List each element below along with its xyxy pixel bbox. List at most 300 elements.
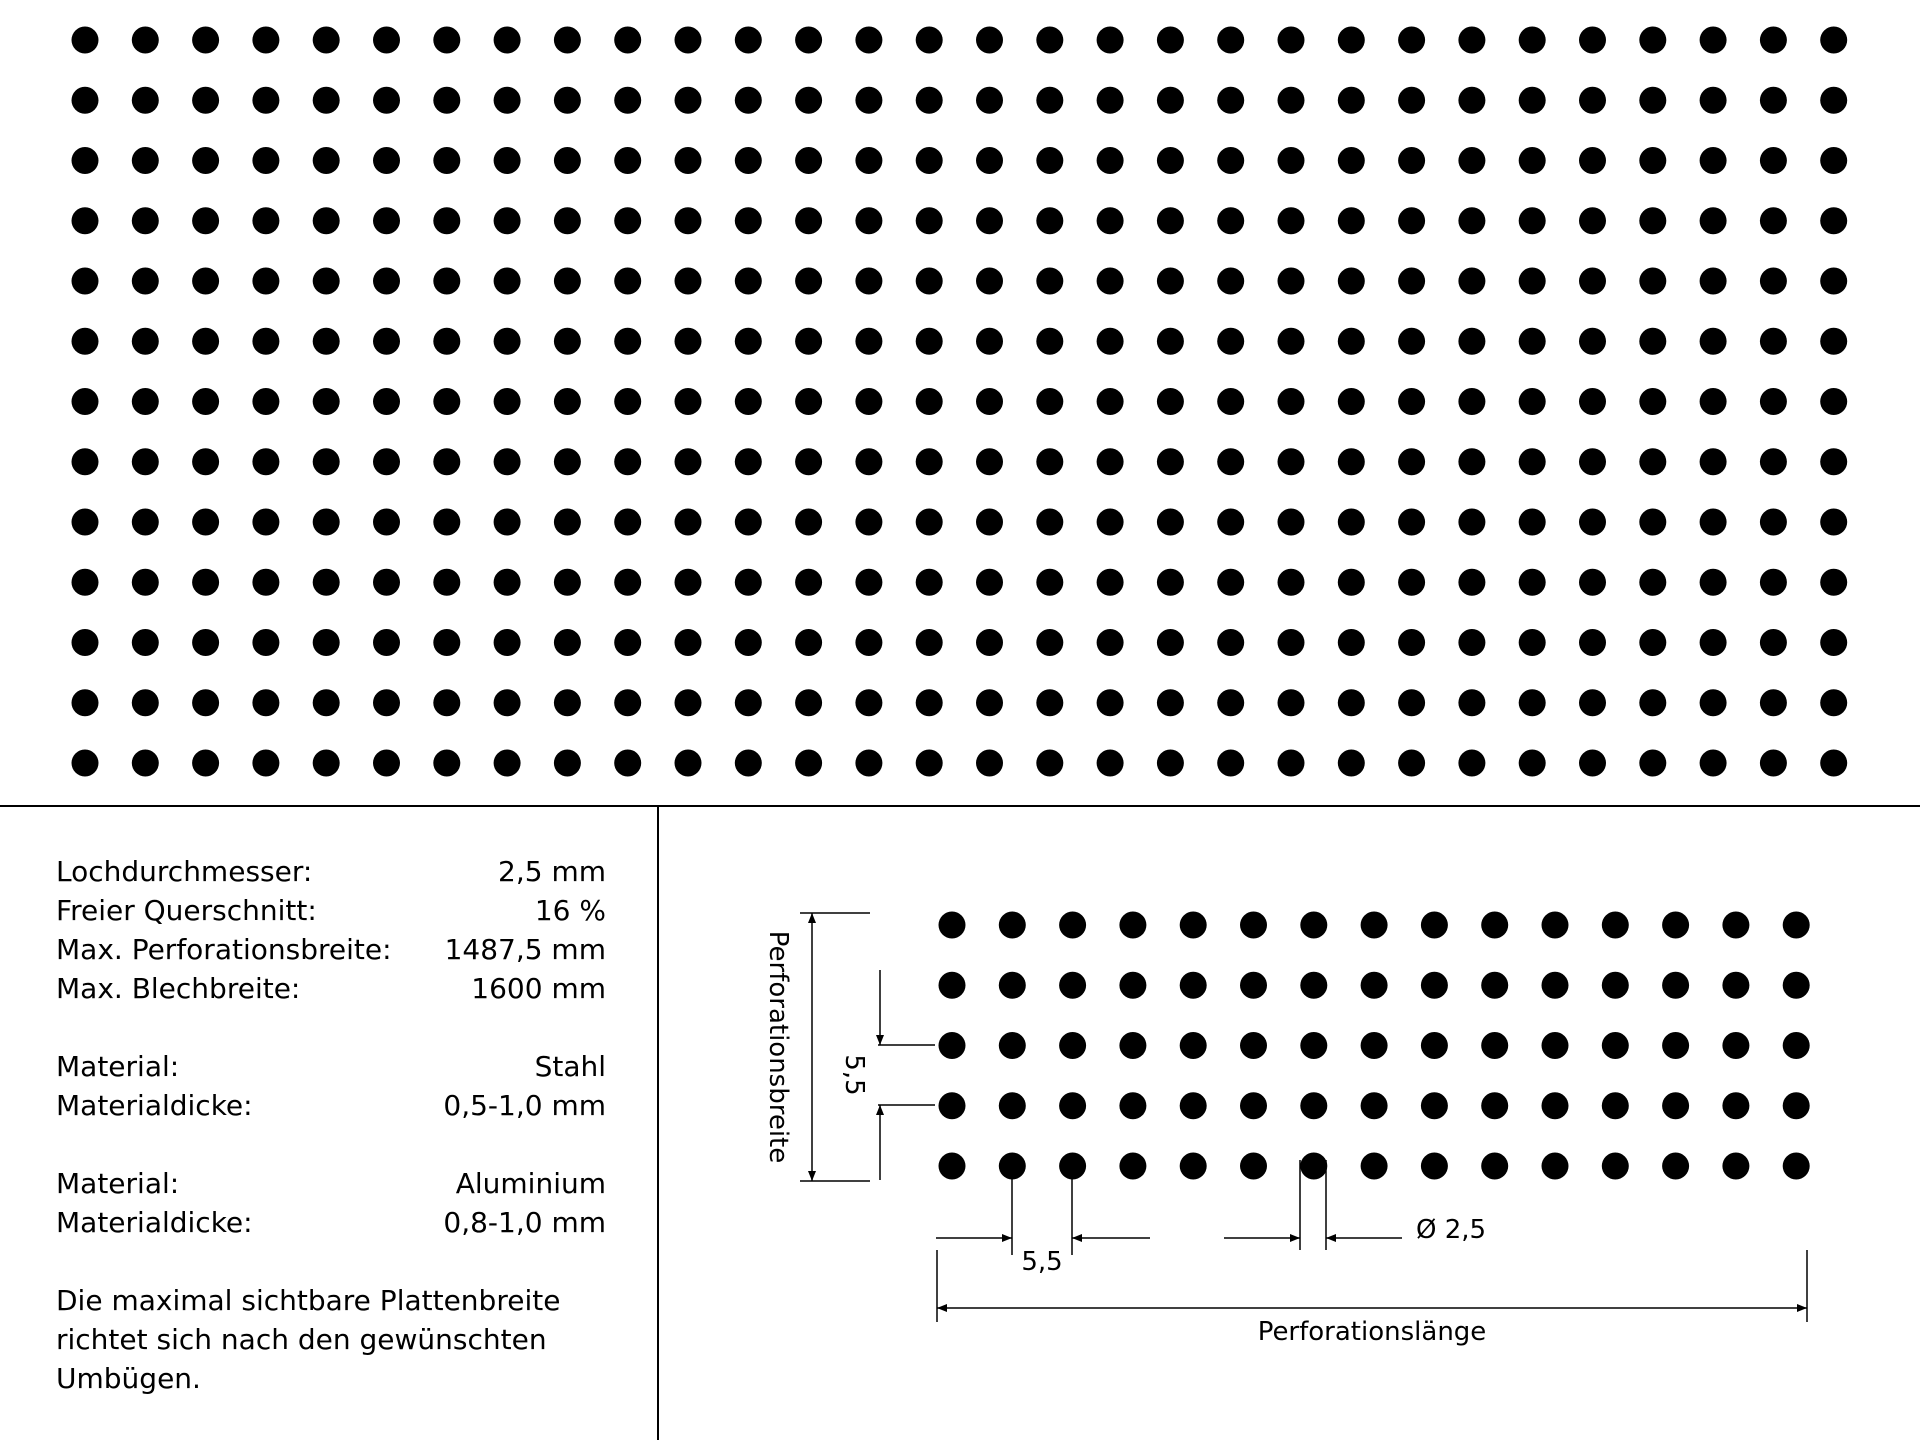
perforation-hole [72,509,99,536]
perforation-hole [1059,912,1086,939]
perforation-hole [1760,448,1787,475]
perforation-hole [494,207,521,234]
perforation-hole [1760,509,1787,536]
perforation-hole [494,328,521,355]
perforation-hole [614,448,641,475]
perforation-hole [494,448,521,475]
perforation-hole [916,629,943,656]
perforation-hole [1542,972,1569,999]
perforation-hole [1760,569,1787,596]
perforation-hole [72,87,99,114]
spec-row-steel-material [56,1047,606,1086]
perforation-hole [1398,629,1425,656]
perforation-hole [494,147,521,174]
perforation-hole [976,750,1003,777]
perforation-hole [554,268,581,295]
width-label: Perforationsbreite [763,930,793,1164]
perforation-hole [1458,87,1485,114]
perforation-hole [855,87,882,114]
perforation-hole [1700,207,1727,234]
perforation-hole [1639,569,1666,596]
perforation-hole [855,27,882,54]
perforation-hole [1278,268,1305,295]
perforation-hole [999,1092,1026,1119]
perforation-hole [1119,1092,1146,1119]
perforation-hole [1458,147,1485,174]
perforation-hole [252,689,279,716]
perforation-hole [554,87,581,114]
perforation-hole [1820,509,1847,536]
perforation-hole [1217,27,1244,54]
perforation-hole [999,912,1026,939]
perforation-hole [373,509,400,536]
perforation-hole [916,268,943,295]
perforation-hole [916,750,943,777]
perforation-hole [252,750,279,777]
perforation-hole [1036,689,1063,716]
perforation-hole [1579,147,1606,174]
spec-value: 0,8-1,0 mm [443,1206,606,1239]
spec-label: Lochdurchmesser: [56,855,313,888]
perforation-hole [1421,912,1448,939]
perforation-hole [1519,268,1546,295]
perforation-hole [1278,87,1305,114]
perforation-hole [916,87,943,114]
perforation-hole [72,448,99,475]
perforation-hole [795,87,822,114]
perforation-hole [192,328,219,355]
perforation-hole [1760,147,1787,174]
perforation-hole [614,388,641,415]
perforation-hole [313,268,340,295]
perforation-hole [1579,750,1606,777]
perforation-hole [1662,972,1689,999]
perforation-hole [1700,87,1727,114]
spec-panel [56,852,606,1398]
perforation-hole [1036,750,1063,777]
spec-value: Aluminium [455,1167,606,1200]
perforation-hole [1036,207,1063,234]
perforation-hole [1700,27,1727,54]
perforation-hole [1300,912,1327,939]
perforation-hole [1059,972,1086,999]
perforation-hole [614,147,641,174]
perforation-hole [1458,629,1485,656]
perforation-hole [1700,448,1727,475]
perforation-hole [1783,1032,1810,1059]
perforation-hole [1458,509,1485,536]
perforation-hole [433,27,460,54]
perforation-hole [1398,509,1425,536]
perforation-hole [1579,87,1606,114]
perforation-hole [1217,207,1244,234]
perforation-hole [313,388,340,415]
perforation-hole [1458,448,1485,475]
perforation-hole [1820,629,1847,656]
perforation-hole [1662,1032,1689,1059]
perforation-hole [192,388,219,415]
perforation-hole [1760,689,1787,716]
perforation-hole [72,328,99,355]
perforation-hole [1700,629,1727,656]
perforation-hole [916,328,943,355]
perforation-hole [313,509,340,536]
perforation-hole [1240,1092,1267,1119]
perforation-hole [1036,27,1063,54]
perforation-hole [1036,87,1063,114]
perforation-hole [433,689,460,716]
perforation-hole [1119,1032,1146,1059]
perforation-hole [795,689,822,716]
perforation-hole [1036,448,1063,475]
perforation-hole [614,268,641,295]
perforation-hole [1097,268,1124,295]
perforation-hole [132,87,159,114]
perforation-hole [976,207,1003,234]
perforation-hole [554,448,581,475]
perforation-hole [72,147,99,174]
perforation-hole [373,569,400,596]
perforation-hole [1338,629,1365,656]
perforation-hole [855,207,882,234]
perforation-hole [1217,328,1244,355]
perforation-hole [192,268,219,295]
perforation-hole [1338,207,1365,234]
perforation-hole [132,569,159,596]
perforation-hole [1278,448,1305,475]
perforation-hole [1602,972,1629,999]
perforation-hole [1639,207,1666,234]
perforation-hole [1602,1092,1629,1119]
perforation-hole [1519,629,1546,656]
perforation-hole [132,629,159,656]
perforation-hole [675,27,702,54]
perforation-hole [1722,1153,1749,1180]
perforation-hole [675,147,702,174]
perforation-hole [313,689,340,716]
perforation-hole [1579,388,1606,415]
perforation-hole [1157,147,1184,174]
perforation-hole [1361,1032,1388,1059]
perforation-hole [735,750,762,777]
perforation-hole [554,629,581,656]
perforation-hole [1338,750,1365,777]
perforation-hole [1542,912,1569,939]
perforation-hole [433,388,460,415]
perforation-hole [1760,87,1787,114]
perforation-hole [1217,689,1244,716]
perforation-hole [855,509,882,536]
perforation-hole [1700,147,1727,174]
perforation-hole [1519,689,1546,716]
perforation-hole [192,569,219,596]
perforation-hole [1300,972,1327,999]
perforation-hole [1519,207,1546,234]
perforation-hole [1639,388,1666,415]
perforation-hole [999,1032,1026,1059]
perforation-hole [1519,750,1546,777]
perforation-hole [252,509,279,536]
perforation-hole [675,328,702,355]
perforation-hole [252,448,279,475]
perforation-hole [1783,972,1810,999]
perforation-hole [1097,388,1124,415]
perforation-hole [192,750,219,777]
perforation-hole [373,268,400,295]
perforation-hole [1398,448,1425,475]
perforation-hole [855,328,882,355]
perforation-hole [1519,388,1546,415]
perforation-hole [1157,689,1184,716]
perforation-hole [614,328,641,355]
perforation-hole [494,689,521,716]
perforation-hole [1338,27,1365,54]
perforation-hole [1639,87,1666,114]
perforation-hole [1157,750,1184,777]
length-label: Perforationslänge [1257,1317,1487,1347]
perforation-hole [1157,27,1184,54]
perforation-hole [976,268,1003,295]
perforation-hole [1398,207,1425,234]
perforation-hole [1458,207,1485,234]
perforation-hole [1217,750,1244,777]
perforation-hole [1097,750,1124,777]
perforation-hole [1240,912,1267,939]
perforation-hole [1278,750,1305,777]
perforation-hole [1722,912,1749,939]
perforation-hole [1338,87,1365,114]
perforation-hole [916,147,943,174]
perforation-hole [373,328,400,355]
perforation-hole [1579,689,1606,716]
perforation-hole [675,207,702,234]
spec-row-max-perforation-width [56,930,606,969]
perforation-hole [433,87,460,114]
perforation-hole [1217,87,1244,114]
perforation-hole [433,207,460,234]
perforation-hole [999,972,1026,999]
perforation-hole [1097,87,1124,114]
perforation-hole [855,268,882,295]
spec-row-hole-diameter [56,852,606,891]
perforation-hole [1240,972,1267,999]
perforation-hole [373,87,400,114]
perforation-hole [1760,750,1787,777]
perforation-hole [1519,328,1546,355]
perforation-hole [1662,912,1689,939]
perforation-hole [554,207,581,234]
spec-value: 1600 mm [471,972,606,1005]
perforation-hole [1519,509,1546,536]
perforation-hole [132,388,159,415]
perforation-hole [1458,328,1485,355]
diameter-label: Ø 2,5 [1416,1215,1487,1245]
perforation-hole [1820,268,1847,295]
perforation-hole [192,629,219,656]
perforation-hole [1722,972,1749,999]
perforation-hole [1542,1092,1569,1119]
perforation-hole [494,268,521,295]
perforation-hole [192,509,219,536]
perforation-hole [1639,750,1666,777]
perforation-hole [1481,972,1508,999]
perforation-hole [252,629,279,656]
perforation-hole [976,328,1003,355]
spec-spacer [56,1125,606,1164]
perforation-hole [675,448,702,475]
perforation-hole [494,569,521,596]
perforation-hole [1760,388,1787,415]
perforation-hole [1639,27,1666,54]
perforation-hole [614,629,641,656]
perforation-hole [1097,509,1124,536]
perforation-hole [916,689,943,716]
perforation-hole [1602,1153,1629,1180]
perforation-hole [1421,1032,1448,1059]
perforation-hole [192,27,219,54]
perforation-hole [1338,448,1365,475]
perforation-hole [1338,268,1365,295]
perforation-hole [373,147,400,174]
perforation-hole [554,569,581,596]
perforation-hole [494,388,521,415]
perforation-hole [1579,268,1606,295]
perforation-hole [1579,328,1606,355]
perforation-hole [1119,1153,1146,1180]
perforation-hole [1338,147,1365,174]
perforation-hole [132,147,159,174]
perforation-hole [1519,27,1546,54]
perforation-hole [1700,268,1727,295]
perforation-hole [855,448,882,475]
perforation-hole [1097,629,1124,656]
perforation-hole [1783,912,1810,939]
perforation-hole [1639,509,1666,536]
perforation-hole [1338,509,1365,536]
perforation-hole [1097,27,1124,54]
perforation-hole [1338,388,1365,415]
perforation-hole [735,207,762,234]
perforation-hole [1579,629,1606,656]
perforation-hole [1398,569,1425,596]
perforation-hole [1278,147,1305,174]
perforation-hole [192,448,219,475]
spec-spacer [56,1008,606,1047]
perforation-hole [1700,750,1727,777]
perforation-hole [1700,509,1727,536]
perforation-hole [1361,912,1388,939]
perforation-hole [735,689,762,716]
perforation-hole [1398,147,1425,174]
perforation-hole [554,388,581,415]
perforation-hole [1097,689,1124,716]
spec-label: Material: [56,1167,180,1200]
perforation-hole [735,388,762,415]
perforation-hole [494,509,521,536]
perforation-hole [554,328,581,355]
perforation-hole [433,268,460,295]
spec-row-steel-thickness [56,1086,606,1125]
spec-label: Freier Querschnitt: [56,894,317,927]
perforation-hole [916,207,943,234]
spec-label: Max. Blechbreite: [56,972,301,1005]
pitch-vertical-label: 5,5 [839,1054,869,1096]
perforation-hole [1820,87,1847,114]
perforation-hole [1458,388,1485,415]
spec-value: 2,5 mm [498,855,606,888]
spec-row-aluminium-material [56,1164,606,1203]
perforation-hole [1579,509,1606,536]
perforation-hole [1217,388,1244,415]
perforation-hole [1036,147,1063,174]
perforation-hole [1059,1092,1086,1119]
perforation-hole [132,27,159,54]
perforation-hole [72,27,99,54]
perforation-hole [976,629,1003,656]
perforation-hole [795,750,822,777]
perforation-hole [554,147,581,174]
perforation-hole [1639,147,1666,174]
perforation-hole [554,750,581,777]
perforation-hole [1481,912,1508,939]
perforation-hole [433,147,460,174]
perforation-hole [939,972,966,999]
perforation-hole [795,268,822,295]
perforation-hole [795,509,822,536]
perforation-hole [1398,268,1425,295]
perforation-hole [494,629,521,656]
perforation-hole [373,629,400,656]
perforation-hole [1458,569,1485,596]
perforation-hole [373,448,400,475]
perforation-hole [554,509,581,536]
perforation-hole [433,509,460,536]
perforation-hole [795,629,822,656]
perforation-hole [132,328,159,355]
perforation-hole [1361,1092,1388,1119]
perforation-hole [1278,509,1305,536]
perforation-hole [1217,268,1244,295]
perforation-hole [976,388,1003,415]
spec-label: Materialdicke: [56,1089,253,1122]
perforation-hole [1579,207,1606,234]
perforation-hole [855,689,882,716]
perforation-hole [614,87,641,114]
perforation-hole [1481,1032,1508,1059]
perforation-hole [614,27,641,54]
perforation-hole [494,27,521,54]
perforation-hole [1119,972,1146,999]
perforation-hole [1662,1092,1689,1119]
perforation-hole [735,569,762,596]
perforation-hole [1820,569,1847,596]
spec-label: Material: [56,1050,180,1083]
spec-value: 1487,5 mm [444,933,606,966]
perforation-hole [1157,328,1184,355]
perforation-hole [1217,509,1244,536]
perforation-hole [1157,629,1184,656]
pitch-horizontal-label: 5,5 [1021,1247,1063,1277]
perforation-hole [1300,1092,1327,1119]
perforation-hole [1036,388,1063,415]
perforation-hole [1820,328,1847,355]
perforation-hole [795,328,822,355]
perforation-hole [132,207,159,234]
perforation-hole [1300,1153,1327,1180]
perforation-hole [1820,750,1847,777]
perforation-hole [1421,1153,1448,1180]
perforation-hole [855,569,882,596]
